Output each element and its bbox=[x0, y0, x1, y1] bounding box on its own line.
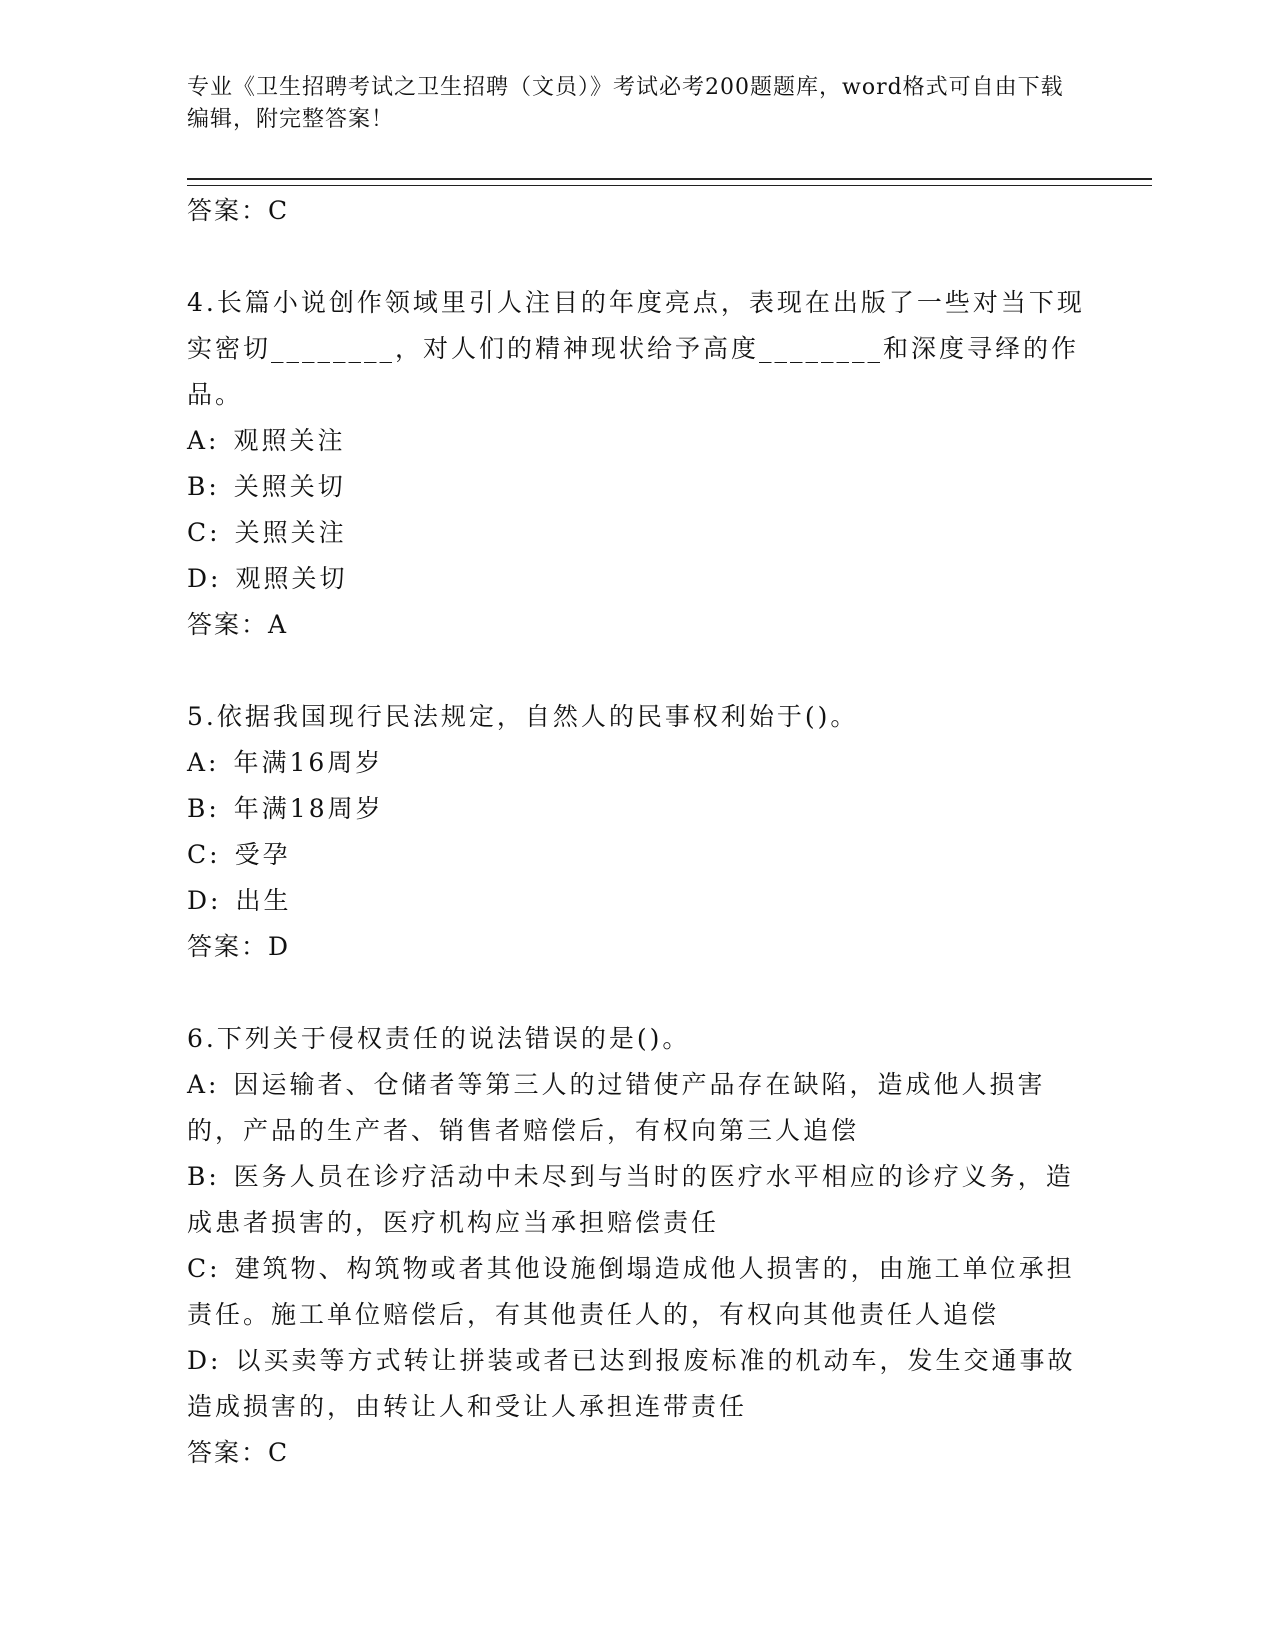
answer: 答案：D bbox=[187, 932, 291, 961]
option-letter: D: bbox=[187, 1346, 222, 1375]
option-c bbox=[187, 1246, 1087, 1338]
question-stem: 5.依据我国现行民法规定，自然人的民事权利始于()。 bbox=[187, 702, 859, 731]
option-letter: C: bbox=[187, 1254, 221, 1283]
option-letter: A: bbox=[187, 1070, 220, 1099]
option-text: 关照关切 bbox=[233, 472, 346, 501]
option-text: 出生 bbox=[235, 886, 292, 915]
option-letter: B: bbox=[187, 794, 220, 823]
option-letter: A: bbox=[187, 748, 220, 777]
option-a bbox=[187, 1062, 1087, 1154]
option-letter: A: bbox=[187, 426, 220, 455]
previous-answer: 答案：C bbox=[187, 196, 290, 225]
option-letter: B: bbox=[187, 1162, 220, 1191]
option-text: 医务人员在诊疗活动中未尽到与当时的医疗水平相应的诊疗义务，造成患者损害的，医疗机构应当承担赔偿责任 bbox=[187, 1162, 1074, 1237]
option-text: 年满18周岁 bbox=[233, 794, 384, 823]
option-d bbox=[187, 878, 1087, 924]
page-header: 专业《卫生招聘考试之卫生招聘（文员）》考试必考200题题库，word格式可自由下载编辑，附完整答案！ bbox=[187, 75, 1064, 132]
option-text: 关照关注 bbox=[234, 518, 347, 547]
header-rule bbox=[187, 178, 1152, 186]
option-b bbox=[187, 1154, 1087, 1246]
option-d bbox=[187, 1338, 1087, 1430]
option-b bbox=[187, 464, 1087, 510]
option-d bbox=[187, 556, 1087, 602]
question-stem: 4.长篇小说创作领域里引人注目的年度亮点，表现在出版了一些对当下现实密切________，对人们的精神现状给予高度________和深度寻绎的作品。 bbox=[187, 288, 1085, 409]
option-letter: D: bbox=[187, 886, 222, 915]
option-text: 建筑物、构筑物或者其他设施倒塌造成他人损害的，由施工单位承担责任。施工单位赔偿后，有其他责任人的，有权向其他责任人追偿 bbox=[187, 1254, 1075, 1329]
answer: 答案：A bbox=[187, 610, 289, 639]
option-a bbox=[187, 740, 1087, 786]
option-letter: C: bbox=[187, 840, 221, 869]
option-a bbox=[187, 418, 1087, 464]
option-text: 以买卖等方式转让拼装或者已达到报废标准的机动车，发生交通事故造成损害的，由转让人和受让人承担连带责任 bbox=[187, 1346, 1076, 1421]
option-c bbox=[187, 832, 1087, 878]
question-5 bbox=[187, 694, 1087, 970]
answer: 答案：C bbox=[187, 1438, 290, 1467]
question-6 bbox=[187, 1016, 1087, 1476]
option-text: 观照关注 bbox=[233, 426, 346, 455]
question-stem: 6.下列关于侵权责任的说法错误的是()。 bbox=[187, 1024, 691, 1053]
option-b bbox=[187, 786, 1087, 832]
option-text: 因运输者、仓储者等第三人的过错使产品存在缺陷，造成他人损害的，产品的生产者、销售者赔偿后，有权向第三人追偿 bbox=[187, 1070, 1046, 1145]
option-letter: D: bbox=[187, 564, 222, 593]
option-letter: B: bbox=[187, 472, 220, 501]
question-list bbox=[187, 188, 1087, 1476]
question-4 bbox=[187, 280, 1087, 648]
option-text: 年满16周岁 bbox=[233, 748, 384, 777]
option-letter: C: bbox=[187, 518, 221, 547]
option-text: 受孕 bbox=[234, 840, 291, 869]
option-text: 观照关切 bbox=[235, 564, 348, 593]
option-c bbox=[187, 510, 1087, 556]
